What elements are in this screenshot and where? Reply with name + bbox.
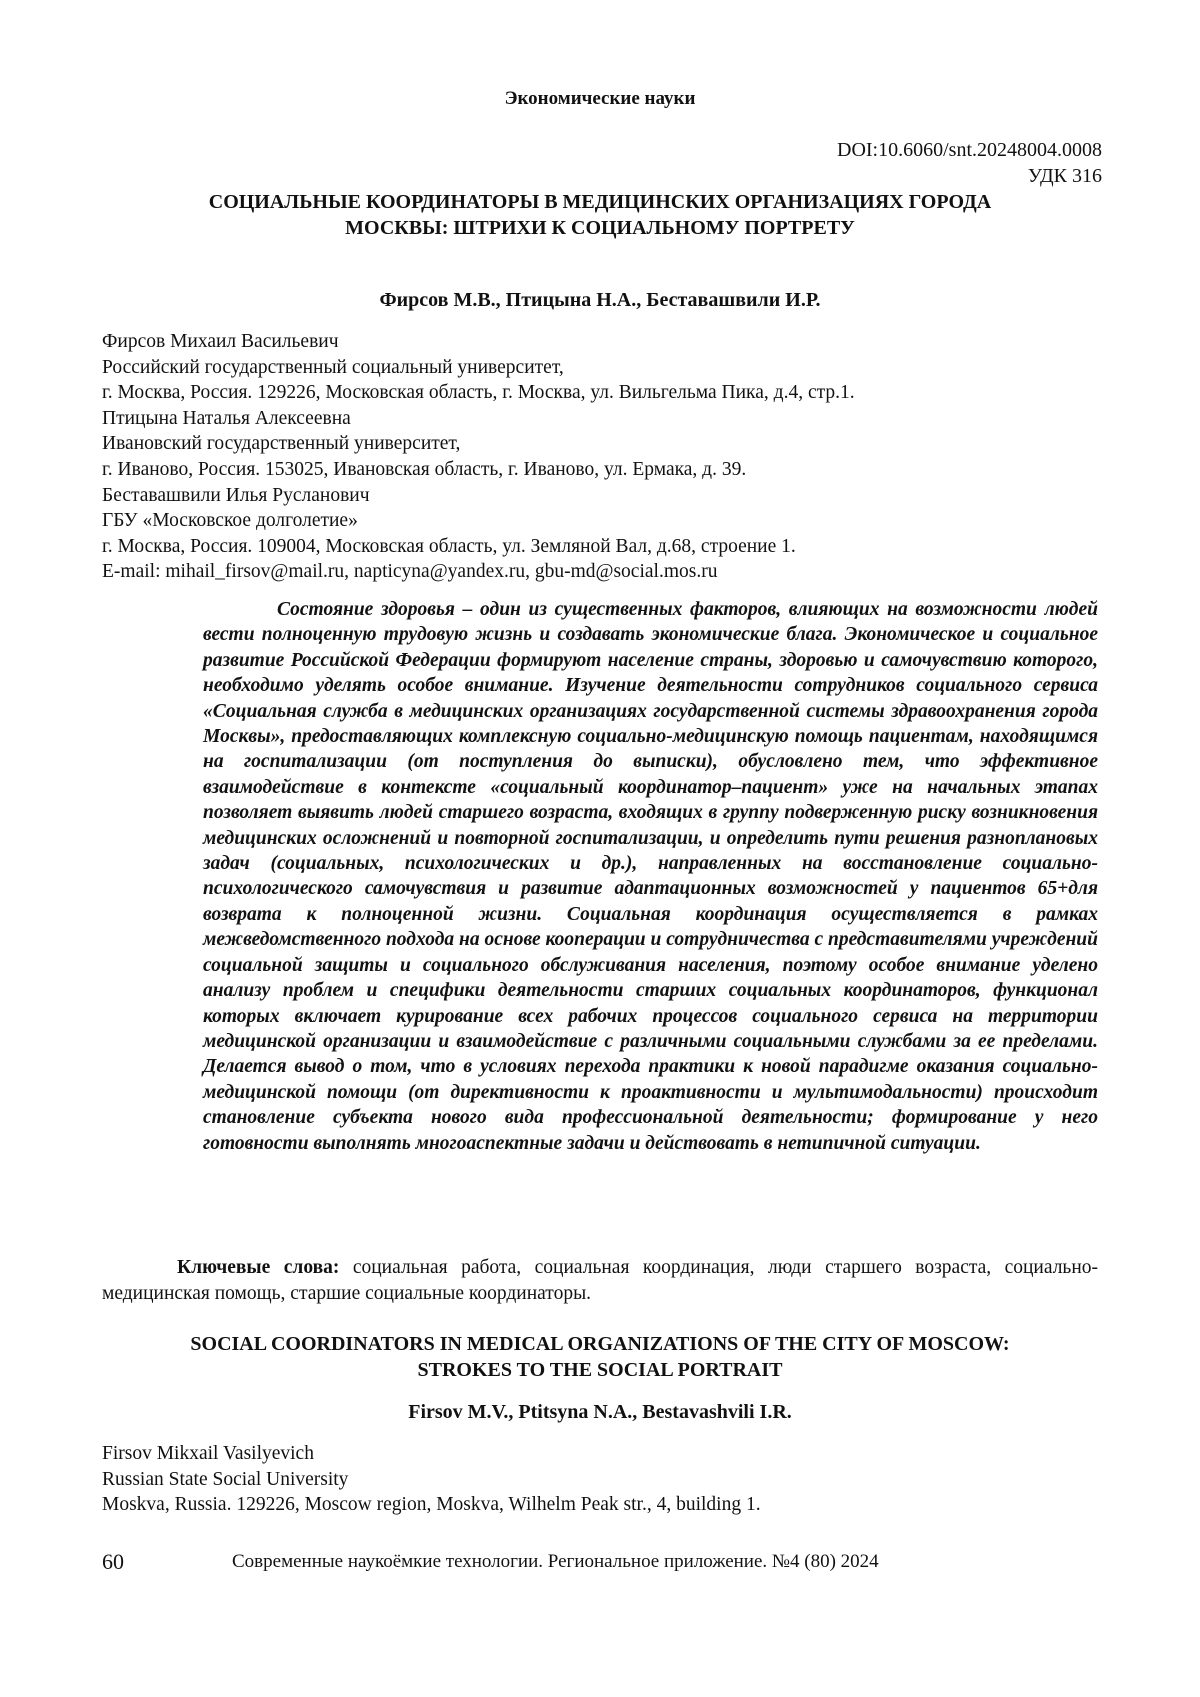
en-affiliations [102, 1441, 1102, 1518]
ru-author1-address: г. Москва, Россия. 129226, Московская область, г. Москва, ул. Вильгельма Пика, д.4, стр.1. [102, 382, 855, 404]
section-heading: Экономические науки [504, 88, 696, 109]
ru-author2-org: Ивановский государственный университет, [102, 433, 461, 455]
ru-author2-address: г. Иваново, Россия. 153025, Ивановская область, г. Иваново, ул. Ермака, д. 39. [102, 458, 747, 480]
ru-author3-address: г. Москва, Россия. 109004, Московская область, ул. Земляной Вал, д.68, строение 1. [102, 535, 796, 557]
en-author1-address: Moskva, Russia. 129226, Moscow region, Moskva, Wilhelm Peak str., 4, building 1. [102, 1494, 761, 1516]
journal-footer: Современные наукоёмкие технологии. Региональное приложение. №4 (80) 2024 [232, 1551, 879, 1572]
ru-author3-name: Беставашвили Илья Русланович [102, 484, 370, 506]
en-title [110, 1331, 1090, 1383]
ru-abstract: Состояние здоровья – один из существенных факторов, влияющих на возможности людей вести полноценную трудовую жизнь и создавать экономические блага. Экономическое и социальное развитие Российской Федерации формируют население страны, здоровью и самочувствию которого, необходимо уделять особое внимание. Изучение деятельности сотрудников социального сервиса «Социальная служба в медицинских организациях государственной системы здравоохранения города Москвы», предоставляющих комплексную социально-медицинскую помощь пациентам, находящимся на госпитализации (от поступления до выписки), обусловлено тем, что эффективное взаимодействие в контексте «социальный координатор–пациент» уже на начальных этапах позволяет выявить людей старшего возраста, входящих в группу подверженную риску возникновения медицинских осложнений и повторной госпитализации, и определить пути решения разноплановых задач (социальных, психологических и др.), направленных на восстановление социально-психологического самочувствия и развитие адаптационных возможностей у пациентов 65+для возврата к полноценной жизни. Социальная координация осуществляется в рамках межведомственного подхода на основе кооперации и сотрудничества с представителями учреждений социальной защиты и социального обслуживания населения, поэтому особое внимание уделено анализу проблем и специфики деятельности старших социальных координаторов, функционал которых включает курирование всех рабочих процессов социального сервиса на территории медицинской организации и взаимодействие с различными социальными службами за ее пределами. Делается вывод о том, что в условиях перехода практики к новой парадигме оказания социально-медицинской помощи (от директивности к проактивности и мультимодальности) происходит становление субъекта нового вида профессиональной деятельности; формирование у него готовности выполнять многоаспектные задачи и действовать в нетипичной ситуации. [203, 599, 1098, 1154]
ru-author2-name: Птицына Наталья Алексеевна [102, 407, 351, 429]
en-author1-org: Russian State Social University [102, 1468, 349, 1490]
ru-author3-org: ГБУ «Московское долголетие» [102, 510, 358, 532]
en-title-line-1: SOCIAL COORDINATORS IN MEDICAL ORGANIZATIONS OF THE CITY OF MOSCOW: [190, 1333, 1010, 1355]
ru-email: E-mail: mihail_firsov@mail.ru, napticyna@yandex.ru, gbu-md@social.mos.ru [102, 561, 718, 583]
keywords-text: социальная работа, социальная координация, люди старшего возраста, социально-медицинская помощь, старшие социальные координаторы. [102, 1257, 1099, 1304]
doi: DOI:10.6060/snt.20248004.0008 [837, 139, 1102, 161]
ru-title-line-1: СОЦИАЛЬНЫЕ КООРДИНАТОРЫ В МЕДИЦИНСКИХ ОРГАНИЗАЦИЯХ ГОРОДА [208, 191, 992, 213]
ru-author1-name: Фирсов Михаил Васильевич [102, 331, 339, 352]
ru-title [110, 189, 1090, 241]
keywords-label: Ключевые слова: [177, 1257, 340, 1278]
ru-keywords [102, 1255, 1098, 1307]
ru-affiliations [102, 329, 1102, 585]
udk: УДК 316 [1027, 165, 1102, 187]
ru-author1-org: Российский государственный социальный университет, [102, 356, 564, 378]
ru-authors: Фирсов М.В., Птицына Н.А., Беставашвили И.Р. [379, 289, 821, 311]
en-authors: Firsov M.V., Ptitsyna N.A., Bestavashvili I.R. [408, 1401, 792, 1423]
ru-title-line-2: МОСКВЫ: ШТРИХИ К СОЦИАЛЬНОМУ ПОРТРЕТУ [345, 217, 855, 239]
en-author1-name: Firsov Mikxail Vasilyevich [102, 1443, 314, 1464]
en-title-line-2: STROKES TO THE SOCIAL PORTRAIT [417, 1359, 783, 1381]
doi-block [837, 137, 1102, 189]
page-number: 60 [102, 1549, 124, 1574]
